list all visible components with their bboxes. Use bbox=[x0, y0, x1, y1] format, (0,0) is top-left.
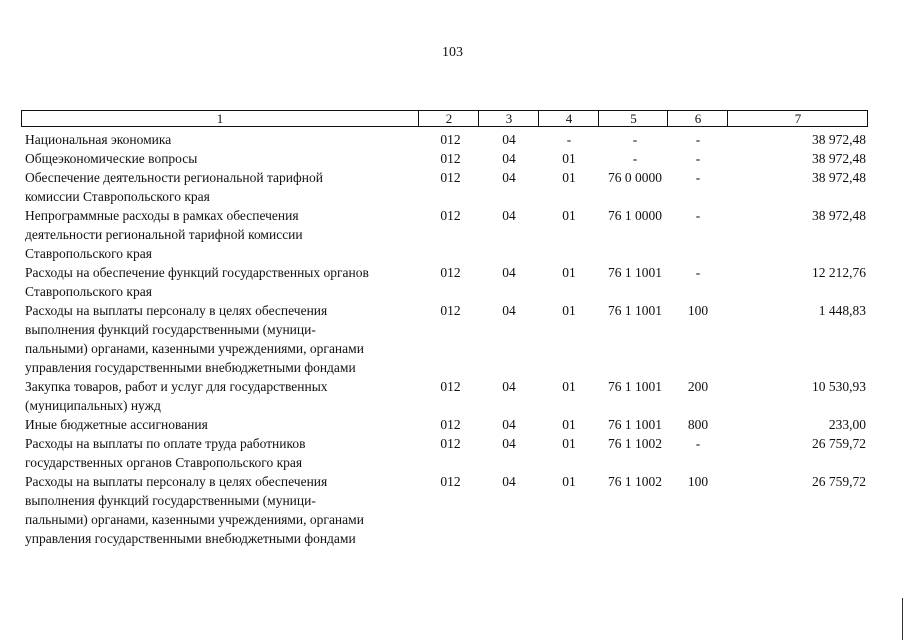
row-col-2: 012 bbox=[440, 436, 461, 451]
row-description bbox=[25, 206, 425, 263]
description-line: пальными) органами, казенными учреждениями, органами bbox=[25, 512, 364, 527]
row-col-6: - bbox=[695, 208, 701, 223]
row-col-4: - bbox=[566, 132, 572, 147]
header-col-2: 2 bbox=[418, 111, 479, 126]
row-col-7: 38 972,48 bbox=[812, 132, 866, 147]
row-col-7: 1 448,83 bbox=[818, 303, 866, 318]
row-col-4: 01 bbox=[562, 170, 576, 185]
description-line: (муниципальных) нужд bbox=[25, 398, 161, 413]
row-description bbox=[25, 263, 425, 301]
row-description bbox=[25, 472, 425, 548]
description-line: Общеэкономические вопросы bbox=[25, 151, 198, 166]
description-line: управления государственными внебюджетными фондами bbox=[25, 360, 356, 375]
description-line: государственных органов Ставропольского края bbox=[25, 455, 303, 470]
row-col-7: 38 972,48 bbox=[812, 170, 866, 185]
row-col-3: 04 bbox=[502, 208, 516, 223]
row-col-3: 04 bbox=[502, 436, 516, 451]
header-col-1: 1 bbox=[216, 111, 224, 126]
description-line: Расходы на выплаты по оплате труда работников bbox=[25, 436, 306, 451]
description-line: Ставропольского края bbox=[25, 284, 152, 299]
row-col-7: 26 759,72 bbox=[812, 436, 866, 451]
row-col-3: 04 bbox=[502, 303, 516, 318]
description-line: выполнения функций государственными (муници- bbox=[25, 493, 316, 508]
row-col-3: 04 bbox=[502, 132, 516, 147]
row-col-6: 800 bbox=[687, 417, 709, 432]
description-line: комиссии Ставропольского края bbox=[25, 189, 210, 204]
row-col-6: - bbox=[695, 170, 701, 185]
description-line: Иные бюджетные ассигнования bbox=[25, 417, 208, 432]
description-line: Расходы на выплаты персоналу в целях обеспечения bbox=[25, 303, 328, 318]
row-description bbox=[25, 168, 425, 206]
description-line: Непрограммные расходы в рамках обеспечения bbox=[25, 208, 299, 223]
row-col-5: - bbox=[632, 132, 638, 147]
description-line: управления государственными внебюджетными фондами bbox=[25, 531, 356, 546]
table-header bbox=[21, 110, 868, 127]
row-description bbox=[25, 149, 425, 168]
description-line: Расходы на обеспечение функций государственных органов bbox=[25, 265, 369, 280]
row-col-3: 04 bbox=[502, 170, 516, 185]
header-col-7: 7 bbox=[727, 111, 868, 126]
row-col-6: - bbox=[695, 132, 701, 147]
scan-edge-line bbox=[902, 598, 903, 640]
row-col-4: 01 bbox=[562, 151, 576, 166]
row-col-6: 200 bbox=[687, 379, 709, 394]
row-col-2: 012 bbox=[440, 151, 461, 166]
description-line: Закупка товаров, работ и услуг для государственных bbox=[25, 379, 328, 394]
row-col-7: 26 759,72 bbox=[812, 474, 866, 489]
row-col-6: 100 bbox=[687, 303, 709, 318]
header-col-3: 3 bbox=[478, 111, 539, 126]
description-line: деятельности региональной тарифной комиссии bbox=[25, 227, 303, 242]
description-line: Расходы на выплаты персоналу в целях обеспечения bbox=[25, 474, 328, 489]
header-col-6: 6 bbox=[667, 111, 728, 126]
row-col-2: 012 bbox=[440, 303, 461, 318]
row-description bbox=[25, 415, 425, 434]
row-col-7: 38 972,48 bbox=[812, 151, 866, 166]
row-col-5: 76 1 1001 bbox=[608, 265, 662, 280]
row-col-2: 012 bbox=[440, 208, 461, 223]
row-col-7: 38 972,48 bbox=[812, 208, 866, 223]
row-col-4: 01 bbox=[562, 265, 576, 280]
row-col-4: 01 bbox=[562, 208, 576, 223]
row-description bbox=[25, 130, 425, 149]
row-col-4: 01 bbox=[562, 303, 576, 318]
description-line: Ставропольского края bbox=[25, 246, 152, 261]
row-col-6: - bbox=[695, 436, 701, 451]
row-col-3: 04 bbox=[502, 417, 516, 432]
row-col-3: 04 bbox=[502, 151, 516, 166]
row-description bbox=[25, 301, 425, 377]
row-col-6: - bbox=[695, 151, 701, 166]
description-line: выполнения функций государственными (муници- bbox=[25, 322, 316, 337]
row-col-3: 04 bbox=[502, 265, 516, 280]
row-col-6: - bbox=[695, 265, 701, 280]
row-col-5: 76 1 1001 bbox=[608, 303, 662, 318]
row-col-7: 10 530,93 bbox=[812, 379, 866, 394]
row-col-2: 012 bbox=[440, 474, 461, 489]
row-col-2: 012 bbox=[440, 132, 461, 147]
row-description bbox=[25, 377, 425, 415]
header-col-5: 5 bbox=[598, 111, 668, 126]
row-col-4: 01 bbox=[562, 379, 576, 394]
row-col-4: 01 bbox=[562, 436, 576, 451]
row-col-2: 012 bbox=[440, 379, 461, 394]
row-col-3: 04 bbox=[502, 474, 516, 489]
row-col-2: 012 bbox=[440, 265, 461, 280]
row-col-5: 76 1 1001 bbox=[608, 379, 662, 394]
row-col-4: 01 bbox=[562, 474, 576, 489]
description-line: пальными) органами, казенными учреждениями, органами bbox=[25, 341, 364, 356]
description-line: Национальная экономика bbox=[25, 132, 172, 147]
row-col-4: 01 bbox=[562, 417, 576, 432]
row-col-5: 76 1 1002 bbox=[608, 436, 662, 451]
page-number: 103 bbox=[442, 45, 463, 60]
row-col-7: 12 212,76 bbox=[812, 265, 866, 280]
row-col-5: 76 0 0000 bbox=[608, 170, 662, 185]
row-col-3: 04 bbox=[502, 379, 516, 394]
row-col-6: 100 bbox=[687, 474, 709, 489]
row-description bbox=[25, 434, 425, 472]
row-col-7: 233,00 bbox=[828, 417, 866, 432]
description-line: Обеспечение деятельности региональной тарифной bbox=[25, 170, 323, 185]
row-col-5: 76 1 0000 bbox=[608, 208, 662, 223]
row-col-2: 012 bbox=[440, 170, 461, 185]
row-col-5: - bbox=[632, 151, 638, 166]
row-col-2: 012 bbox=[440, 417, 461, 432]
row-col-5: 76 1 1001 bbox=[608, 417, 662, 432]
header-col-4: 4 bbox=[538, 111, 599, 126]
row-col-5: 76 1 1002 bbox=[608, 474, 662, 489]
